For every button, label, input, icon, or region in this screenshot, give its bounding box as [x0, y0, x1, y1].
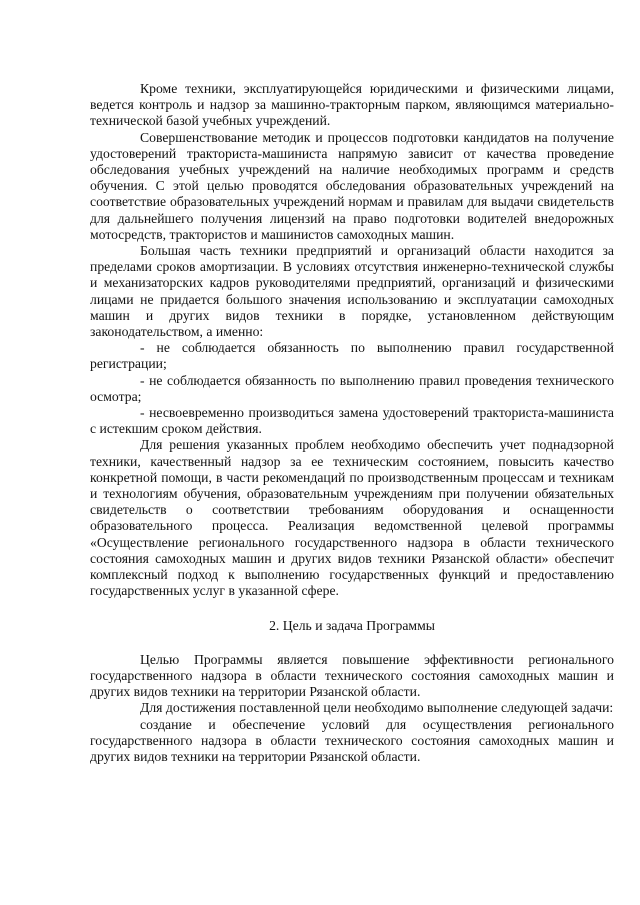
- list-item: - не соблюдается обязанность по выполнению правил государственной регистрации;: [90, 340, 614, 372]
- paragraph-goal-task-intro: Для достижения поставленной цели необходимо выполнение следующей задачи:: [140, 700, 614, 716]
- paragraph-program-task: создание и обеспечение условий для осуществления регионального государственного надзора в области технического состояния самоходных машин и других видов техники на территории Рязанской области.: [90, 716, 614, 764]
- list-item: - несвоевременно производиться замена удостоверений тракториста-машиниста с истекшим сроком действия.: [90, 405, 614, 437]
- paragraph-tech-oversight: Кроме техники, эксплуатирующейся юридическими и физическими лицами, ведется контроль и надзор за машинно-тракторным парком, являющимся материально-технической базой учебных учреждений.: [90, 81, 614, 129]
- list-item: - не соблюдается обязанность по выполнению правил проведения технического осмотра;: [90, 372, 614, 404]
- section-heading: 2. Цель и задача Программы: [269, 617, 435, 633]
- paragraph-solutions: Для решения указанных проблем необходимо обеспечить учет поднадзорной техники, качественный надзор за ее техническим состоянием, повысить качество конкретной помощи, в части рекомендаций по производственным процессам и техникам и технологиям обучения, образовательным учреждениям при получении обязательных свидетельств о соответствии требованиям оборудования и оснащенности образовательного процесса. Реализация ведомственной целевой программы «Осуществление регионального государственного надзора в области технического состояния самоходных машин и других видов техники Рязанской области» обеспечит комплексный подход к выполнению государственных функций и предоставлению государственных услуг в указанной сфере.: [90, 437, 614, 599]
- paragraph-program-goal: Целью Программы является повышение эффективности регионального государственного надзора в области технического состояния самоходных машин и других видов техники на территории Рязанской области.: [90, 651, 614, 700]
- paragraph-training-methods: Совершенствование методик и процессов подготовки кандидатов на получение удостоверений тракториста-машиниста напрямую зависит от качества проведение обследования учебных учреждений на наличие необходимых программ и средств обучения. С этой целью проводятся обследования образовательных учреждений на соответствие образовательных учреждений нормам и правилам для выдачи свидетельств для дальнейшего получения лицензий на право подготовки водителей внедорожных мотосредств, трактористов и машинистов самоходных машин.: [90, 129, 614, 242]
- document-page: [90, 81, 614, 765]
- paragraph-amortization: Большая часть техники предприятий и организаций области находится за пределами сроков амортизации. В условиях отсутствия инженерно-технической службы и механизаторских кадров руководителями предприятий, организаций и физическими лицами не придается большого значения использованию и эксплуатации самоходных машин и других видов техники в порядке, установленном действующим законодательством, а именно:: [90, 243, 614, 340]
